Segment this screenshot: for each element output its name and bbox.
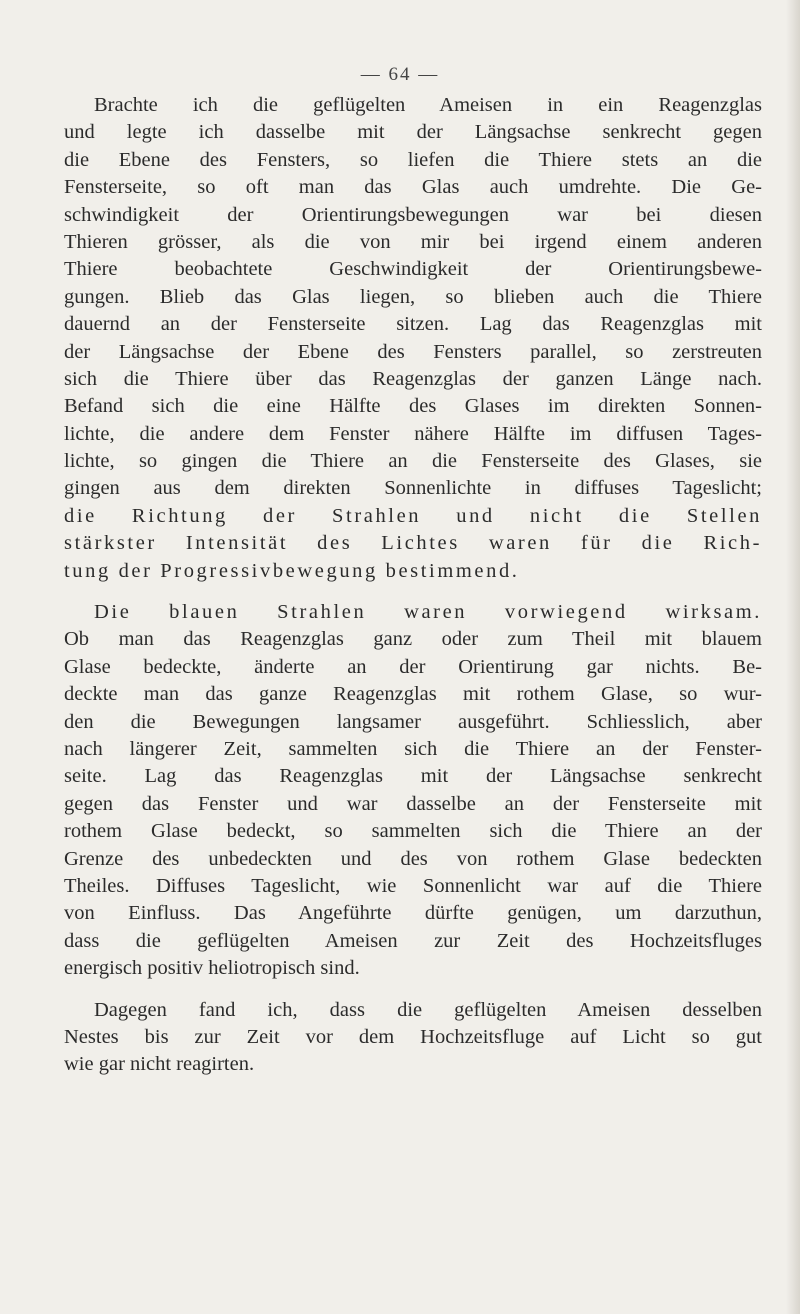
text-line: Glase bedeckte, änderte an der Orientirung gar nichts. Be- [64, 655, 762, 678]
page-number: — 64 — [360, 64, 440, 85]
page-edge-shadow [786, 0, 800, 1314]
text-line: lichte, so gingen die Thiere an die Fensterseite des Glases, sie [64, 450, 762, 473]
text-line: energisch positiv heliotropisch sind. [64, 957, 360, 980]
text-line: Die blauen Strahlen waren vorwiegend wirksam. [94, 601, 762, 624]
paragraph-gap [64, 585, 762, 599]
text-line: die Richtung der Strahlen und nicht die Stellen [64, 504, 762, 527]
paragraph-gap [64, 983, 762, 997]
text-line: lichte, die andere dem Fenster nähere Hälfte im diffusen Tages- [64, 422, 762, 445]
text-line: und legte ich dasselbe mit der Längsachse senkrecht gegen [64, 121, 762, 144]
text-line: Befand sich die eine Hälfte des Glases im direkten Sonnen- [64, 395, 762, 418]
text-line: Nestes bis zur Zeit vor dem Hochzeitsfluge auf Licht so gut [64, 1025, 762, 1048]
text-line: sich die Thiere über das Reagenzglas der ganzen Länge nach. [64, 367, 762, 390]
text-line: wie gar nicht reagirten. [64, 1053, 255, 1076]
paragraph-2 [64, 599, 762, 982]
text-line: von Einfluss. Das Angeführte dürfte genügen, um darzuthun, [64, 902, 762, 925]
body-text [64, 92, 762, 1079]
text-line: gingen aus dem direkten Sonnenlichte in diffuses Tageslicht; [64, 477, 762, 500]
text-line: Ob man das Reagenzglas ganz oder zum Theil mit blauem [64, 628, 762, 651]
text-line: dauernd an der Fensterseite sitzen. Lag das Reagenzglas mit [64, 313, 762, 336]
text-line: gegen das Fenster und war dasselbe an der Fensterseite mit [64, 792, 762, 815]
text-line: schwindigkeit der Orientirungsbewegungen war bei diesen [64, 203, 762, 226]
text-line: Thiere beobachtete Geschwindigkeit der Orientirungsbewe- [64, 258, 762, 281]
text-line: die Ebene des Fensters, so liefen die Thiere stets an die [64, 148, 762, 171]
text-line: dass die geflügelten Ameisen zur Zeit des Hochzeitsfluges [64, 929, 762, 952]
text-line: Fensterseite, so oft man das Glas auch umdrehte. Die Ge- [64, 176, 762, 199]
text-line: seite. Lag das Reagenzglas mit der Längsachse senkrecht [64, 765, 762, 788]
text-line: Dagegen fand ich, dass die geflügelten Ameisen desselben [94, 998, 762, 1021]
text-line: der Längsachse der Ebene des Fensters parallel, so zerstreuten [64, 340, 762, 363]
text-line: Thieren grösser, als die von mir bei irgend einem anderen [64, 230, 762, 253]
text-line: den die Bewegungen langsamer ausgeführt. Schliesslich, aber [64, 710, 762, 733]
text-line: gungen. Blieb das Glas liegen, so blieben auch die Thiere [64, 285, 762, 308]
text-line: nach längerer Zeit, sammelten sich die Thiere an der Fenster- [64, 737, 762, 760]
text-line: stärkster Intensität des Lichtes waren für die Rich- [64, 532, 762, 555]
text-line: rothem Glase bedeckt, so sammelten sich die Thiere an der [64, 820, 762, 843]
text-line: Grenze des unbedeckten und des von rothem Glase bedeckten [64, 847, 762, 870]
text-line: deckte man das ganze Reagenzglas mit rothem Glase, so wur- [64, 683, 762, 706]
paragraph-3 [64, 997, 762, 1079]
text-line: Theiles. Diffuses Tageslicht, wie Sonnenlicht war auf die Thiere [64, 874, 762, 897]
paragraph-1 [64, 92, 762, 585]
text-line: Brachte ich die geflügelten Ameisen in ein Reagenzglas [94, 94, 762, 116]
text-line: tung der Progressivbewegung bestimmend. [64, 559, 520, 582]
